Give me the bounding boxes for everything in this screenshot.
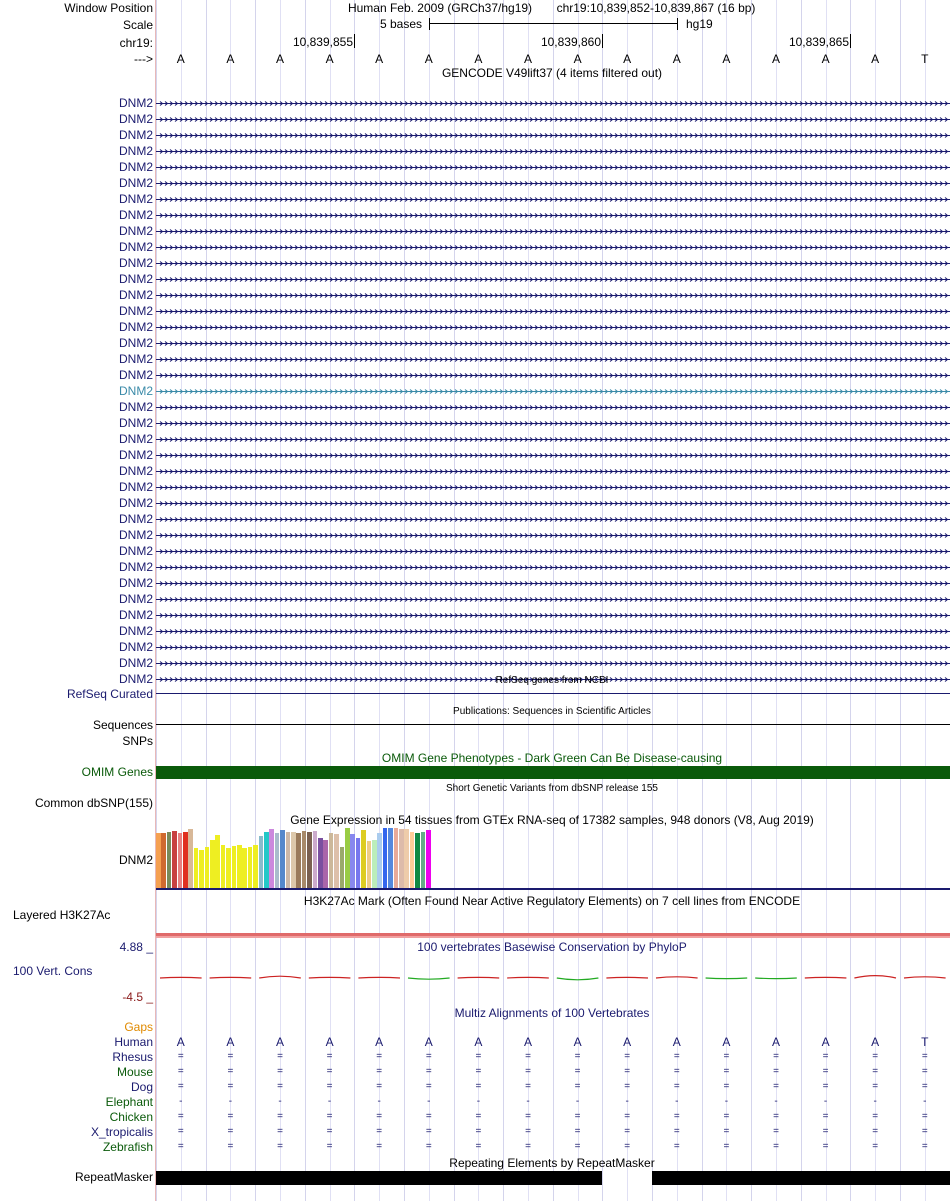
- alignment-cell: A: [375, 1035, 384, 1049]
- alignment-cell: =: [673, 1081, 680, 1092]
- gencode-transcript-label[interactable]: DNM2: [118, 448, 153, 462]
- conservation-track-title: 100 vertebrates Basewise Conservation by PhyloP: [417, 940, 687, 954]
- alignment-cell: =: [624, 1141, 631, 1152]
- species-label[interactable]: Dog: [130, 1080, 153, 1094]
- gencode-transcript-label[interactable]: DNM2: [118, 112, 153, 126]
- alignment-cell: =: [425, 1111, 432, 1122]
- ruler-tick-label: 10,839,865: [788, 35, 849, 49]
- alignment-cell: A: [722, 1035, 731, 1049]
- alignment-cell: =: [822, 1141, 829, 1152]
- alignment-cell: =: [376, 1126, 383, 1137]
- repeatmasker-track-title: Repeating Elements by RepeatMasker: [449, 1156, 655, 1170]
- alignment-cell: =: [326, 1126, 333, 1137]
- alignment-cell: =: [177, 1111, 184, 1122]
- alignment-cell: A: [771, 1035, 780, 1049]
- alignment-cell: =: [326, 1141, 333, 1152]
- alignment-cell: =: [723, 1051, 730, 1062]
- gencode-transcript-label[interactable]: DNM2: [118, 640, 153, 654]
- alignment-cell: =: [475, 1066, 482, 1077]
- alignment-cell: =: [773, 1066, 779, 1077]
- base-letter: A: [275, 52, 284, 66]
- alignment-cell: =: [475, 1111, 482, 1122]
- alignment-cell: =: [624, 1051, 631, 1062]
- alignment-cell: =: [227, 1051, 234, 1062]
- alignment-cell: =: [376, 1051, 383, 1062]
- alignment-cell: =: [673, 1126, 680, 1137]
- gencode-transcript-label[interactable]: DNM2: [118, 624, 153, 638]
- alignment-cell: =: [872, 1111, 879, 1122]
- base-letter: A: [623, 52, 632, 66]
- alignment-cell: =: [921, 1126, 928, 1137]
- omim-track-label[interactable]: OMIM Genes: [81, 765, 153, 779]
- dbsnp-track-title: Short Genetic Variants from dbSNP release 155: [446, 783, 658, 794]
- gencode-transcript-label[interactable]: DNM2: [118, 160, 153, 174]
- refseq-track-title: RefSeq genes from NCBI: [495, 675, 609, 686]
- alignment-cell: =: [227, 1126, 234, 1137]
- refseq-track-label[interactable]: RefSeq Curated: [66, 687, 153, 701]
- gencode-transcript-label[interactable]: DNM2: [118, 176, 153, 190]
- gencode-transcript-label[interactable]: DNM2: [118, 368, 153, 382]
- base-letter: A: [176, 52, 185, 66]
- conservation-score-mark: [904, 977, 946, 978]
- alignment-cell: =: [574, 1066, 581, 1077]
- gencode-transcript-label[interactable]: DNM2: [118, 560, 153, 574]
- alignment-cell: A: [821, 1035, 830, 1049]
- alignment-cell: =: [177, 1126, 184, 1137]
- alignment-cell: =: [177, 1051, 184, 1062]
- gencode-transcript-label[interactable]: DNM2: [118, 592, 153, 606]
- alignment-cell: =: [525, 1066, 531, 1077]
- gencode-transcript-label[interactable]: DNM2: [118, 480, 153, 494]
- alignment-cell: =: [872, 1126, 879, 1137]
- alignment-cell: =: [227, 1111, 234, 1122]
- alignment-cell: =: [822, 1066, 829, 1077]
- gencode-transcript-label[interactable]: DNM2: [118, 352, 153, 366]
- alignment-cell: -: [179, 1096, 183, 1107]
- alignment-cell: =: [723, 1111, 730, 1122]
- alignment-cell: -: [923, 1096, 927, 1107]
- alignment-cell: =: [425, 1126, 432, 1137]
- alignment-cell: =: [822, 1081, 829, 1092]
- alignment-cell: =: [624, 1081, 631, 1092]
- conservation-track-label[interactable]: 100 Vert. Cons: [13, 964, 93, 978]
- base-letter: A: [722, 52, 731, 66]
- species-label[interactable]: Zebrafish: [102, 1140, 153, 1154]
- gencode-transcript-label[interactable]: DNM2: [118, 128, 153, 142]
- base-letter: A: [375, 52, 384, 66]
- conservation-score-mark: [706, 978, 748, 979]
- alignment-cell: A: [275, 1035, 284, 1049]
- alignment-cell: A: [623, 1035, 632, 1049]
- alignment-cell: =: [673, 1141, 680, 1152]
- gencode-transcript-label[interactable]: DNM2: [118, 528, 153, 542]
- gencode-transcript-label[interactable]: DNM2: [118, 496, 153, 510]
- conservation-score-mark: [259, 976, 301, 978]
- species-label[interactable]: X_tropicalis: [90, 1125, 153, 1139]
- gencode-transcript-label[interactable]: DNM2: [118, 144, 153, 158]
- alignment-cell: =: [326, 1066, 333, 1077]
- alignment-cell: -: [575, 1096, 580, 1107]
- dbsnp-track-label[interactable]: Common dbSNP(155): [34, 796, 153, 810]
- gencode-transcript-label[interactable]: DNM2: [118, 208, 153, 222]
- base-letter: A: [771, 52, 780, 66]
- alignment-cell: -: [327, 1096, 332, 1107]
- alignment-cell: =: [376, 1066, 383, 1077]
- alignment-cell: A: [672, 1035, 681, 1049]
- base-letter: A: [523, 52, 532, 66]
- species-label[interactable]: Mouse: [116, 1065, 153, 1079]
- alignment-cell: =: [277, 1051, 283, 1062]
- gencode-transcript-label[interactable]: DNM2: [118, 464, 153, 478]
- alignment-cell: -: [377, 1096, 381, 1107]
- conservation-score-mark: [854, 976, 896, 978]
- publications-track-title: Publications: Sequences in Scientific Articles: [453, 706, 651, 717]
- alignment-cell: =: [475, 1126, 482, 1137]
- conservation-score-mark: [507, 977, 549, 978]
- alignment-cell: =: [177, 1081, 184, 1092]
- alignment-cell: =: [574, 1141, 581, 1152]
- multiz-track-title: Multiz Alignments of 100 Vertebrates: [454, 1006, 650, 1020]
- base-letter: A: [821, 52, 830, 66]
- alignment-cell: T: [921, 1035, 929, 1049]
- species-label[interactable]: Elephant: [105, 1095, 153, 1109]
- alignment-cell: =: [277, 1081, 283, 1092]
- alignment-cell: =: [326, 1111, 333, 1122]
- alignment-cell: -: [625, 1096, 629, 1107]
- alignment-cell: =: [773, 1111, 779, 1122]
- alignment-cell: =: [277, 1141, 283, 1152]
- alignment-cell: -: [823, 1096, 828, 1107]
- alignment-cell: =: [475, 1141, 482, 1152]
- gencode-transcript-label[interactable]: DNM2: [118, 512, 153, 526]
- conservation-ymax: 4.88 _: [119, 940, 153, 954]
- base-letter: A: [325, 52, 334, 66]
- conservation-score-mark: [458, 977, 500, 978]
- conservation-score-mark: [160, 977, 202, 978]
- alignment-cell: =: [425, 1066, 432, 1077]
- alignment-cell: =: [921, 1141, 928, 1152]
- alignment-cell: =: [822, 1051, 829, 1062]
- conservation-score-mark: [805, 977, 847, 978]
- alignment-cell: =: [227, 1081, 234, 1092]
- alignment-cell: =: [425, 1141, 432, 1152]
- alignment-cell: -: [724, 1096, 729, 1107]
- alignment-cell: =: [326, 1081, 333, 1092]
- alignment-cell: =: [326, 1051, 333, 1062]
- gencode-transcript-label[interactable]: DNM2: [118, 400, 153, 414]
- species-label[interactable]: Chicken: [109, 1110, 153, 1124]
- base-letter: A: [672, 52, 681, 66]
- snps-track-label[interactable]: SNPs: [122, 734, 153, 748]
- alignment-cell: =: [525, 1111, 531, 1122]
- gencode-track-title: GENCODE V49lift37 (4 items filtered out): [441, 66, 663, 80]
- alignment-cell: =: [921, 1081, 928, 1092]
- alignment-cell: =: [872, 1051, 879, 1062]
- omim-track-title: OMIM Gene Phenotypes - Dark Green Can Be Disease-causing: [381, 751, 723, 765]
- alignment-cell: -: [774, 1096, 778, 1107]
- repeatmasker-track-label[interactable]: RepeatMasker: [74, 1170, 153, 1184]
- alignment-cell: =: [574, 1126, 581, 1137]
- alignment-cell: =: [624, 1126, 631, 1137]
- gencode-transcript-label[interactable]: DNM2: [118, 240, 153, 254]
- alignment-cell: =: [773, 1126, 779, 1137]
- alignment-cell: =: [673, 1111, 680, 1122]
- base-letter: A: [424, 52, 433, 66]
- alignment-cell: =: [227, 1066, 234, 1077]
- alignment-cell: A: [871, 1035, 880, 1049]
- strand-label: --->: [134, 52, 153, 66]
- ruler-tick-label: 10,839,855: [292, 35, 353, 49]
- alignment-cell: =: [574, 1081, 581, 1092]
- alignment-cell: -: [427, 1096, 431, 1107]
- base-letter: A: [474, 52, 483, 66]
- gencode-transcript-label[interactable]: DNM2: [118, 384, 153, 398]
- alignment-cell: -: [278, 1096, 282, 1107]
- conservation-score-mark: [358, 977, 400, 978]
- alignment-cell: -: [228, 1096, 233, 1107]
- alignment-cell: A: [474, 1035, 483, 1049]
- alignment-cell: A: [523, 1035, 532, 1049]
- alignment-cell: =: [773, 1081, 779, 1092]
- gencode-transcript-label[interactable]: DNM2: [118, 224, 153, 238]
- gencode-transcript-label[interactable]: DNM2: [118, 272, 153, 286]
- alignment-cell: =: [277, 1111, 283, 1122]
- base-letter: A: [871, 52, 880, 66]
- gencode-transcript-label[interactable]: DNM2: [118, 672, 153, 686]
- alignment-cell: =: [475, 1081, 482, 1092]
- conservation-score-mark: [755, 978, 797, 979]
- gencode-transcript-label[interactable]: DNM2: [118, 656, 153, 670]
- alignment-cell: =: [921, 1111, 928, 1122]
- alignment-cell: =: [525, 1126, 531, 1137]
- window-position-value: chr19:10,839,852-10,839,867 (16 bp): [556, 1, 756, 15]
- alignment-cell: =: [277, 1066, 283, 1077]
- gencode-transcript-label[interactable]: DNM2: [118, 96, 153, 110]
- alignment-cell: =: [227, 1141, 234, 1152]
- alignment-cell: =: [376, 1111, 383, 1122]
- assembly-name: Human Feb. 2009 (GRCh37/hg19): [347, 1, 533, 15]
- alignment-cell: =: [773, 1141, 779, 1152]
- alignment-cell: =: [574, 1111, 581, 1122]
- gencode-transcript-label[interactable]: DNM2: [118, 304, 153, 318]
- h3k27ac-track-label[interactable]: Layered H3K27Ac: [13, 908, 111, 922]
- alignment-cell: =: [475, 1051, 482, 1062]
- species-label[interactable]: Rhesus: [112, 1050, 153, 1064]
- alignment-cell: =: [921, 1051, 928, 1062]
- gencode-transcript-label[interactable]: DNM2: [118, 336, 153, 350]
- alignment-cell: A: [573, 1035, 582, 1049]
- alignment-cell: -: [675, 1096, 679, 1107]
- alignment-cell: =: [822, 1126, 829, 1137]
- gencode-transcript-label[interactable]: DNM2: [118, 608, 153, 622]
- alignment-cell: =: [376, 1081, 383, 1092]
- alignment-cell: =: [673, 1051, 680, 1062]
- alignment-cell: =: [723, 1081, 730, 1092]
- gencode-transcript-label[interactable]: DNM2: [118, 288, 153, 302]
- repeatmasker-block[interactable]: [652, 1171, 950, 1185]
- repeatmasker-block[interactable]: [156, 1171, 602, 1185]
- conservation-score-mark: [656, 977, 698, 978]
- window-position-label: Window Position: [64, 1, 153, 15]
- gencode-transcript-label[interactable]: DNM2: [118, 320, 153, 334]
- alignment-cell: =: [277, 1126, 283, 1137]
- sequences-track-label[interactable]: Sequences: [92, 718, 153, 732]
- alignment-cell: =: [425, 1051, 432, 1062]
- alignment-cell: =: [673, 1066, 680, 1077]
- alignment-cell: =: [872, 1141, 879, 1152]
- alignment-cell: =: [872, 1066, 879, 1077]
- alignment-cell: A: [226, 1035, 235, 1049]
- alignment-cell: -: [526, 1096, 530, 1107]
- conservation-score-mark: [606, 977, 648, 978]
- scale-text: 5 bases: [380, 17, 423, 31]
- alignment-cell: =: [177, 1141, 184, 1152]
- gencode-transcript-label[interactable]: DNM2: [118, 256, 153, 270]
- alignment-cell: -: [476, 1096, 481, 1107]
- h3k27ac-track-title: H3K27Ac Mark (Often Found Near Active Regulatory Elements) on 7 cell lines from ENCODE: [303, 894, 801, 908]
- scale-db: hg19: [686, 17, 713, 31]
- alignment-cell: A: [325, 1035, 334, 1049]
- conservation-score-mark: [408, 978, 450, 979]
- species-label[interactable]: Human: [114, 1035, 153, 1049]
- scale-label: Scale: [122, 18, 153, 32]
- gtex-track-label[interactable]: DNM2: [118, 853, 153, 867]
- alignment-cell: =: [624, 1111, 631, 1122]
- conservation-score-mark: [210, 977, 252, 978]
- alignment-cell: =: [525, 1141, 531, 1152]
- alignment-cell: =: [723, 1141, 730, 1152]
- gtex-track-title: Gene Expression in 54 tissues from GTEx RNA-seq of 17382 samples, 948 donors (V8, Aug 2019): [290, 813, 814, 827]
- ruler-tick-label: 10,839,860: [540, 35, 601, 49]
- alignment-cell: A: [176, 1035, 185, 1049]
- alignment-cell: =: [574, 1051, 581, 1062]
- alignment-cell: =: [525, 1081, 531, 1092]
- alignment-cell: A: [424, 1035, 433, 1049]
- alignment-cell: -: [873, 1096, 877, 1107]
- alignment-cell: =: [921, 1066, 928, 1077]
- alignment-cell: =: [723, 1066, 730, 1077]
- gencode-transcript-label[interactable]: DNM2: [118, 544, 153, 558]
- base-letter: A: [226, 52, 235, 66]
- chrom-label: chr19:: [119, 36, 153, 50]
- alignment-cell: =: [624, 1066, 631, 1077]
- alignment-cell: =: [822, 1111, 829, 1122]
- alignment-cell: =: [723, 1126, 730, 1137]
- multiz-gaps-label: Gaps: [124, 1020, 153, 1034]
- alignment-cell: =: [425, 1081, 432, 1092]
- alignment-cell: =: [376, 1141, 383, 1152]
- gencode-transcript-label[interactable]: DNM2: [118, 432, 153, 446]
- base-letter: A: [573, 52, 582, 66]
- alignment-cell: =: [525, 1051, 531, 1062]
- conservation-ymin: -4.5 _: [122, 990, 153, 1004]
- gencode-transcript-label[interactable]: DNM2: [118, 416, 153, 430]
- gencode-transcript-label[interactable]: DNM2: [118, 192, 153, 206]
- conservation-score-mark: [557, 978, 599, 980]
- conservation-score-mark: [309, 977, 351, 978]
- alignment-cell: =: [773, 1051, 779, 1062]
- alignment-cell: =: [872, 1081, 879, 1092]
- gencode-transcript-label[interactable]: DNM2: [118, 576, 153, 590]
- alignment-cell: =: [177, 1066, 184, 1077]
- base-letter: T: [921, 52, 929, 66]
